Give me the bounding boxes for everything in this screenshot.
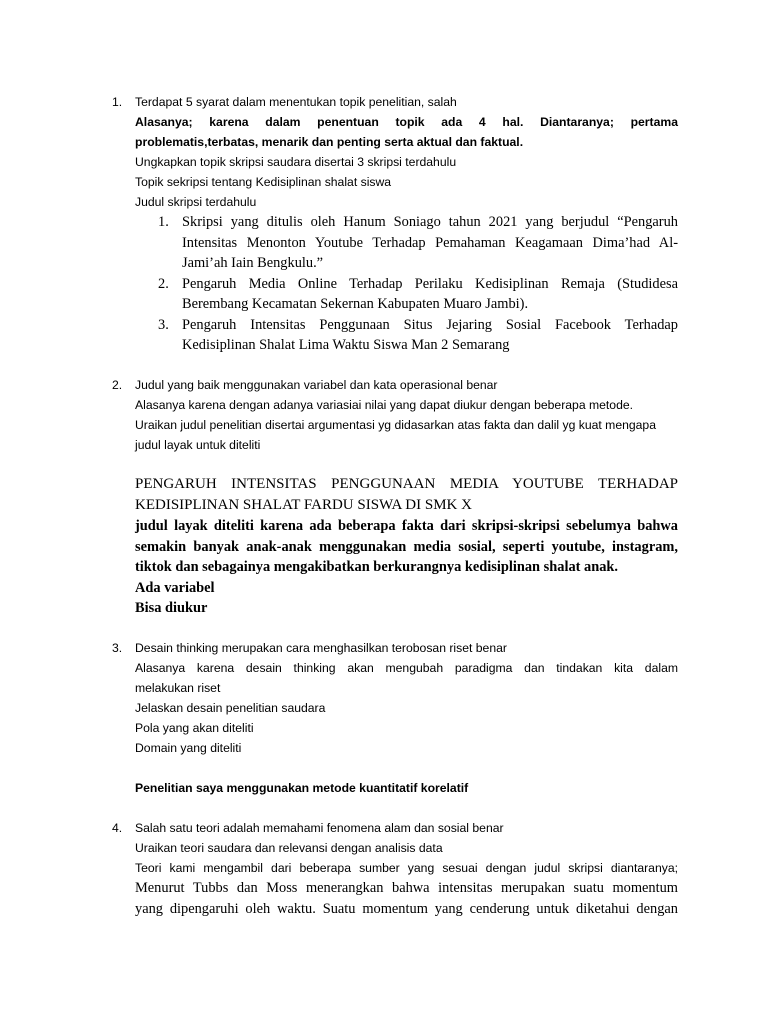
- previous-titles-heading: Judul skripsi terdahulu: [135, 195, 257, 209]
- question: Domain yang diteliti: [135, 741, 242, 755]
- question: Uraikan judul penelitian disertai argumentasi yg didasarkan atas fakta dan dalil yg kuat mengapa: [135, 418, 656, 432]
- reason-line: Alasanya; karena dalam penentuan topik ada 4 hal. Diantaranya; pertama: [135, 115, 678, 129]
- thesis-item: [158, 315, 678, 356]
- thesis-item: [158, 212, 678, 274]
- method-statement: Penelitian saya menggunakan metode kuantitatif korelatif: [135, 781, 469, 795]
- question: Jelaskan desain penelitian saudara: [135, 701, 326, 715]
- statement: Terdapat 5 syarat dalam menentukan topik penelitian, salah: [135, 95, 457, 109]
- question: judul layak untuk diteliti: [135, 438, 261, 452]
- previous-theses-list: [158, 212, 678, 356]
- theory-paragraph: [135, 878, 678, 919]
- thesis-item: [158, 274, 678, 315]
- thesis-number: 1.: [158, 214, 169, 230]
- title-argument: judul layak diteliti karena ada beberapa fakta dari skripsi-skripsi sebelumya bahwa semakin banyak anak-anak menggunakan media sosial, seperti youtube, instagram, tiktok dan sebagainya mengakibatkan berkurangnya kedisiplinan shalat anak.: [135, 518, 678, 575]
- topic: Topik sekripsi tentang Kedisiplinan shalat siswa: [135, 175, 392, 189]
- reason: melakukan riset: [135, 681, 221, 695]
- question: Ungkapkan topik skripsi saudara disertai 3 skripsi terdahulu: [135, 155, 457, 169]
- theory-intro: Teori kami mengambil dari beberapa sumber yang sesuai dengan judul skripsi diantaranya;: [135, 861, 678, 875]
- list-number: 4.: [112, 821, 123, 835]
- question: Pola yang akan diteliti: [135, 721, 254, 735]
- reason: Alasanya karena dengan adanya variasiai nilai yang dapat diukur dengan beberapa metode.: [135, 398, 634, 412]
- proposed-title: PENGARUH INTENSITAS PENGGUNAAN MEDIA YOUTUBE TERHADAP KEDISIPLINAN SHALAT FARDU SISWA DI SMK X: [135, 476, 678, 513]
- statement: Desain thinking merupakan cara menghasilkan terobosan riset benar: [135, 641, 507, 655]
- thesis-text: Pengaruh Intensitas Penggunaan Situs Jejaring Sosial Facebook Terhadap Kedisiplinan Shalat Lima Waktu Siswa Man 2 Semarang: [182, 316, 678, 353]
- theory-line: yang dipengaruhi oleh waktu. Suatu momentum yang cenderung untuk diketahui dengan: [135, 900, 678, 917]
- ada-variabel: Ada variabel: [135, 579, 215, 596]
- theory-line: Menurut Tubbs dan Moss menerangkan bahwa intensitas merupakan suatu momentum: [135, 880, 678, 896]
- list-number: 1.: [112, 95, 123, 109]
- reason-line: problematis,terbatas, menarik dan penting serta aktual dan faktual.: [135, 135, 524, 149]
- statement: Judul yang baik menggunakan variabel dan kata operasional benar: [135, 378, 498, 392]
- statement: Salah satu teori adalah memahami fenomena alam dan sosial benar: [135, 821, 504, 835]
- list-number: 3.: [112, 641, 123, 655]
- thesis-text: Pengaruh Media Online Terhadap Perilaku Kedisiplinan Remaja (Studidesa Berembang Kecamatan Sekernan Kabupaten Muaro Jambi).: [182, 275, 678, 312]
- bisa-diukur: Bisa diukur: [135, 600, 208, 616]
- thesis-number: 3.: [158, 316, 169, 333]
- thesis-number: 2.: [158, 275, 169, 292]
- list-number: 2.: [112, 378, 123, 392]
- reason: Alasanya karena desain thinking akan mengubah paradigma dan tindakan kita dalam: [135, 661, 678, 675]
- proposed-title-block: [135, 474, 678, 619]
- question: Uraikan teori saudara dan relevansi dengan analisis data: [135, 841, 443, 855]
- thesis-text: Skripsi yang ditulis oleh Hanum Soniago tahun 2021 yang berjudul “Pengaruh Intensitas Menonton Youtube Terhadap Pemahaman Keagamaan Dima’had Al-Jami’ah Iain Bengkulu.”: [182, 214, 678, 271]
